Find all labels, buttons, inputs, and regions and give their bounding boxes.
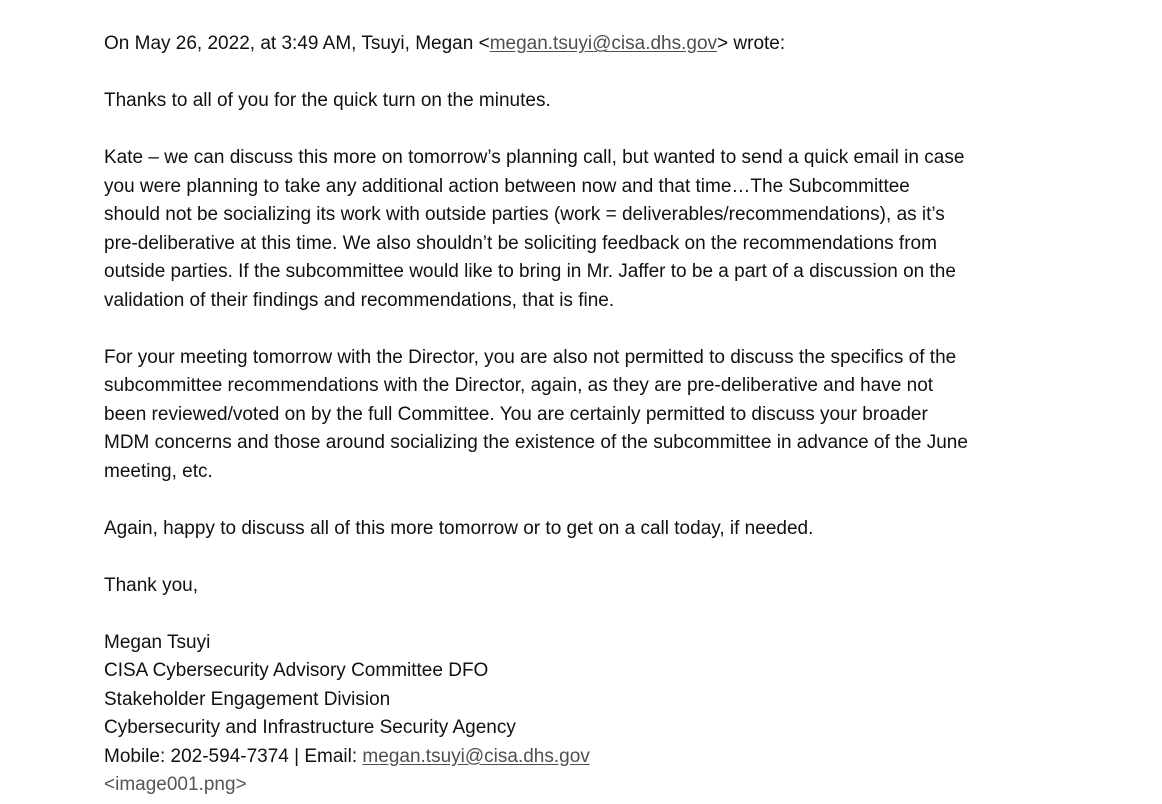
paragraph-line: you were planning to take any additional action between now and that time…The Subcommittee — [104, 175, 910, 197]
paragraph-line: Kate – we can discuss this more on tomorrow’s planning call, but wanted to send a quick email in case — [104, 147, 965, 168]
paragraph-spacer — [104, 315, 1114, 344]
signature-contact — [104, 743, 1114, 772]
signature-division: Stakeholder Engagement Division — [104, 688, 391, 710]
signature-agency: Cybersecurity and Infrastructure Security Agency — [104, 717, 516, 738]
paragraph-thanks — [104, 87, 1114, 116]
email-body — [104, 30, 1114, 800]
paragraph-spacer — [104, 543, 1114, 572]
signature-title: CISA Cybersecurity Advisory Committee DFO — [104, 660, 489, 681]
paragraph-spacer — [104, 59, 1114, 88]
paragraph-spacer — [104, 486, 1114, 515]
paragraph-line: MDM concerns and those around socializing the existence of the subcommittee in advance of the June — [104, 432, 968, 453]
sender-email-link[interactable]: megan.tsuyi@cisa.dhs.gov — [489, 33, 718, 54]
quoted-header-prefix: On May 26, 2022, at 3:49 AM, Tsuyi, Megan < — [104, 33, 490, 54]
attachment-placeholder: <image001.png> — [104, 774, 247, 795]
paragraph-line: pre-deliberative at this time. We also shouldn’t be soliciting feedback on the recommendations from — [104, 232, 937, 254]
signature-block — [104, 629, 1114, 800]
paragraph-line: should not be socializing its work with outside parties (work = deliverables/recommendations), as it’s — [104, 204, 945, 225]
quoted-header-suffix: > wrote: — [717, 33, 786, 54]
paragraph-line: outside parties. If the subcommittee would like to bring in Mr. Jaffer to be a part of a discussion on the — [104, 261, 956, 282]
paragraph-line: meeting, etc. — [104, 460, 213, 482]
signature-contact-prefix: Mobile: 202-594-7374 | Email: — [104, 745, 363, 767]
closing-line: Thank you, — [104, 574, 198, 596]
signature-name: Megan Tsuyi — [104, 631, 211, 653]
quoted-header-line — [104, 30, 1114, 59]
paragraph-spacer — [104, 600, 1114, 629]
paragraph-line: validation of their findings and recommendations, that is fine. — [104, 289, 615, 311]
paragraph-spacer — [104, 116, 1114, 145]
paragraph-director — [104, 344, 1114, 487]
paragraph-line: Thanks to all of you for the quick turn on the minutes. — [104, 90, 551, 111]
paragraph-line: subcommittee recommendations with the Director, again, as they are pre-deliberative and have not — [104, 375, 934, 396]
paragraph-again — [104, 515, 1114, 544]
paragraph-line: Again, happy to discuss all of this more tomorrow or to get on a call today, if needed. — [104, 517, 814, 539]
paragraph-line: been reviewed/voted on by the full Committee. You are certainly permitted to discuss your broader — [104, 403, 928, 425]
signature-email-link[interactable]: megan.tsuyi@cisa.dhs.gov — [362, 745, 590, 767]
paragraph-kate — [104, 144, 1114, 315]
paragraph-line: For your meeting tomorrow with the Director, you are also not permitted to discuss the specifics of the — [104, 346, 957, 368]
